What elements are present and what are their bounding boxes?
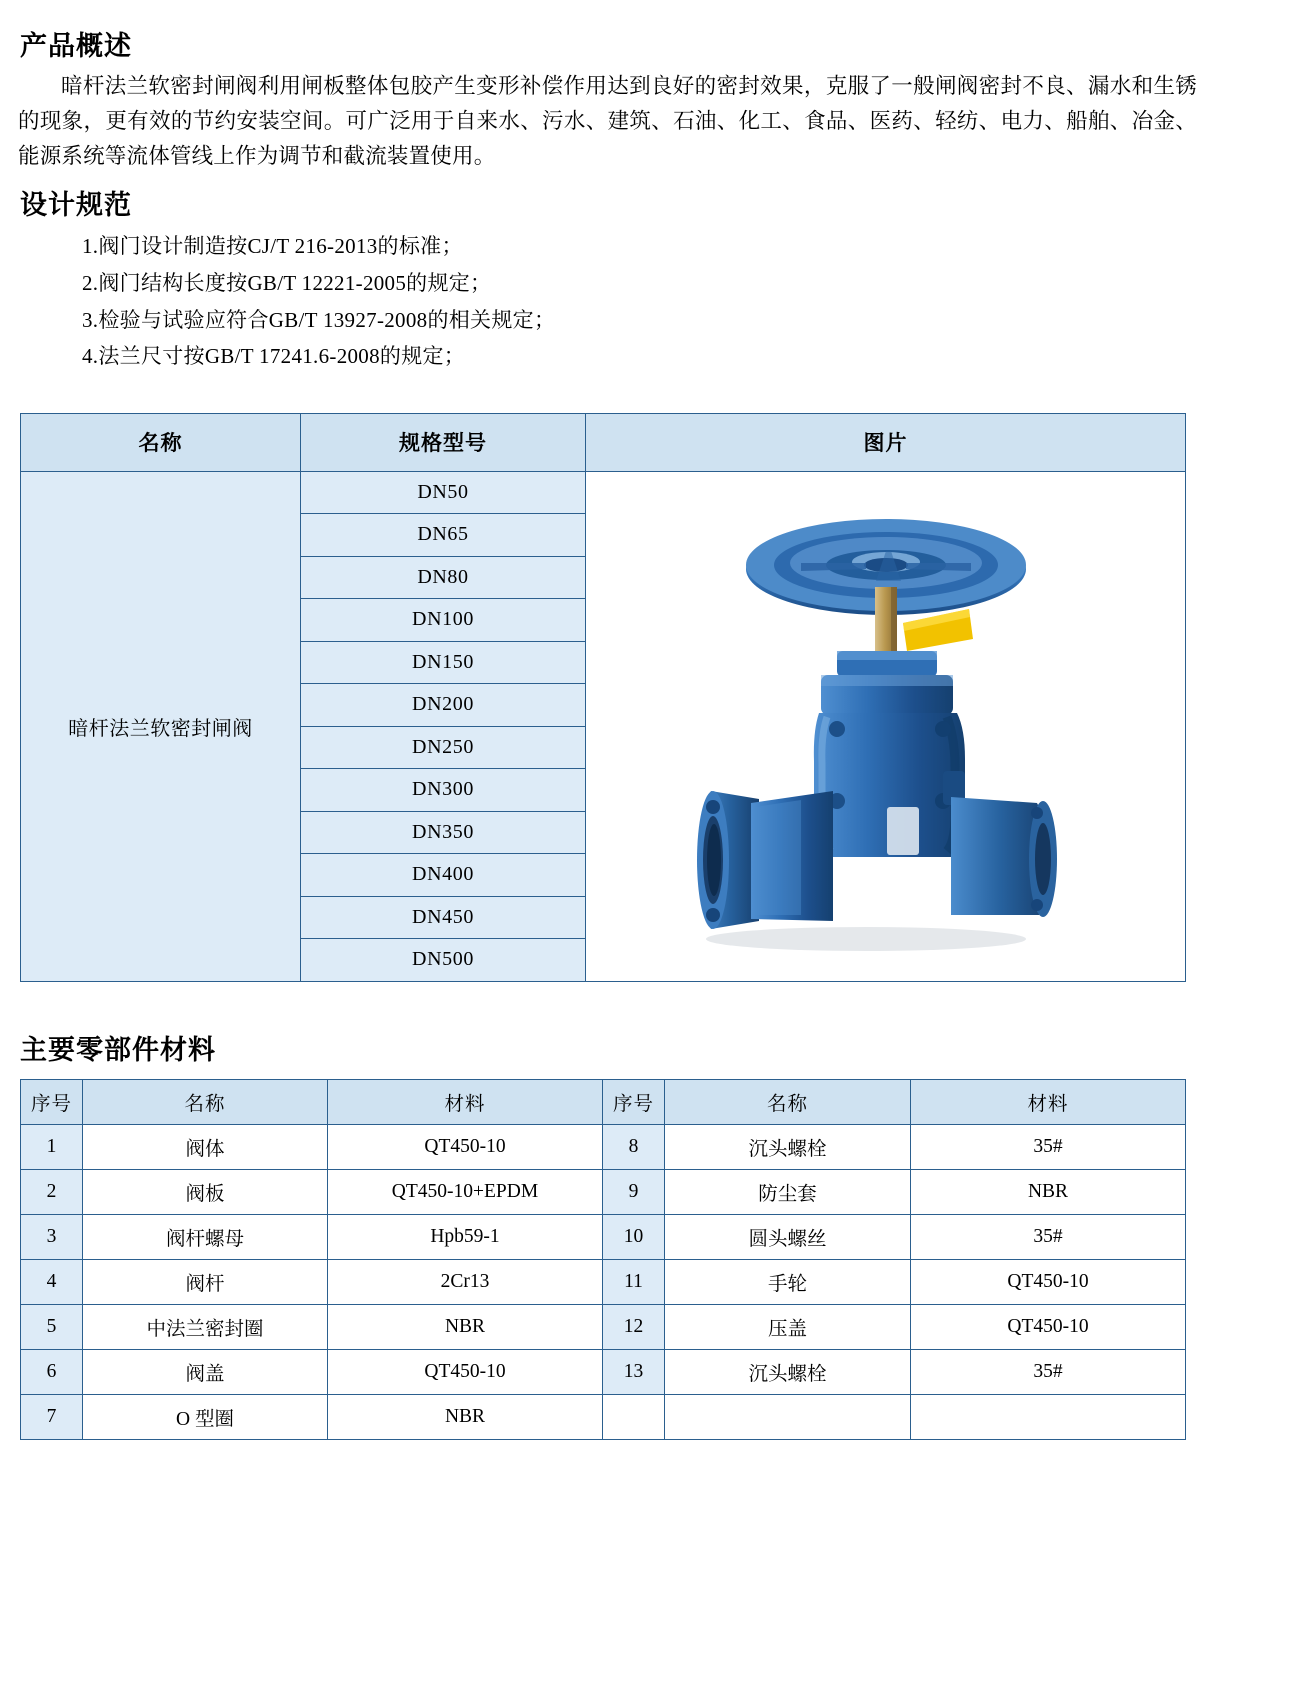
row-3-no-1: 3 <box>21 1214 83 1259</box>
row-2-name-1: 阀板 <box>83 1169 328 1214</box>
model-cell-1: DN50 <box>301 471 586 514</box>
row-1-no-2: 8 <box>603 1124 665 1169</box>
table-row <box>21 1394 1186 1439</box>
valve-flange-left <box>697 791 833 929</box>
row-6-material-1: QT450-10 <box>328 1349 603 1394</box>
materials-heading: 主要零部件材料 <box>20 1034 216 1065</box>
table-row <box>21 1214 1186 1259</box>
model-cell-7: DN250 <box>301 726 586 769</box>
product-image-cell <box>586 471 1186 981</box>
row-2-no-2: 9 <box>603 1169 665 1214</box>
design-spec-item-1: 1.阀门设计制造按CJ/T 216-2013的标准； <box>82 234 463 259</box>
row-1-no-1: 1 <box>21 1124 83 1169</box>
model-cell-3: DN80 <box>301 556 586 599</box>
materials-header-no-2: 序号 <box>603 1079 665 1124</box>
row-5-no-1: 5 <box>21 1304 83 1349</box>
row-5-name-1: 中法兰密封圈 <box>83 1304 328 1349</box>
product-table-header-model: 规格型号 <box>301 413 586 471</box>
materials-header-name-2: 名称 <box>665 1079 911 1124</box>
row-6-name-2: 沉头螺栓 <box>665 1349 911 1394</box>
row-7-no-1: 7 <box>21 1394 83 1439</box>
row-7-name-1: O 型圈 <box>83 1394 328 1439</box>
row-1-material-1: QT450-10 <box>328 1124 603 1169</box>
materials-header-name-1: 名称 <box>83 1079 328 1124</box>
valve-flange-right <box>951 797 1057 917</box>
design-spec-item-3: 3.检验与试验应符合GB/T 13927-2008的相关规定； <box>82 307 556 332</box>
row-5-material-2: QT450-10 <box>911 1304 1186 1349</box>
row-3-material-1: Hpb59-1 <box>328 1214 603 1259</box>
row-2-name-2: 防尘套 <box>665 1169 911 1214</box>
model-cell-4: DN100 <box>301 599 586 642</box>
row-3-no-2: 10 <box>603 1214 665 1259</box>
design-spec-item-2: 2.阀门结构长度按GB/T 12221-2005的规定； <box>82 271 492 296</box>
row-4-no-2: 11 <box>603 1259 665 1304</box>
valve-bonnet <box>821 651 953 715</box>
row-1-material-2: 35# <box>911 1124 1186 1169</box>
model-cell-8: DN300 <box>301 769 586 812</box>
design-spec-heading: 设计规范 <box>20 190 132 221</box>
valve-image <box>592 479 1179 974</box>
overview-heading: 产品概述 <box>20 31 132 61</box>
product-table-header-image: 图片 <box>586 413 1186 471</box>
row-5-material-1: NBR <box>328 1304 603 1349</box>
materials-header-row <box>21 1079 1186 1124</box>
model-cell-10: DN400 <box>301 854 586 897</box>
row-6-no-1: 6 <box>21 1349 83 1394</box>
model-cell-6: DN200 <box>301 684 586 727</box>
row-3-name-2: 圆头螺丝 <box>665 1214 911 1259</box>
row-2-material-2: NBR <box>911 1169 1186 1214</box>
row-6-no-2: 13 <box>603 1349 665 1394</box>
row-3-material-2: 35# <box>911 1214 1186 1259</box>
row-4-no-1: 4 <box>21 1259 83 1304</box>
row-7-no-2 <box>603 1394 665 1439</box>
table-row <box>21 471 1186 514</box>
table-row <box>21 1304 1186 1349</box>
product-table-header-name: 名称 <box>21 413 301 471</box>
row-4-name-1: 阀杆 <box>83 1259 328 1304</box>
model-cell-2: DN65 <box>301 514 586 557</box>
nameplate <box>887 807 919 855</box>
row-4-material-1: 2Cr13 <box>328 1259 603 1304</box>
table-row <box>21 1169 1186 1214</box>
row-7-material-2 <box>911 1394 1186 1439</box>
overview-paragraph: 暗杆法兰软密封闸阀利用闸板整体包胶产生变形补偿作用达到良好的密封效果，克服了一般闸阀密封不良、漏水和生锈的现象，更有效的节约安装空间。可广泛用于自来水、污水、建筑、石油、化工、食品、医药、轻纺、电力、船舶、冶金、能源系统等流体管线上作为调节和截流装置使用。 <box>18 74 1197 168</box>
row-2-material-1: QT450-10+EPDM <box>328 1169 603 1214</box>
row-6-material-2: 35# <box>911 1349 1186 1394</box>
row-7-material-1: NBR <box>328 1394 603 1439</box>
row-6-name-1: 阀盖 <box>83 1349 328 1394</box>
product-table-header-row <box>21 413 1186 471</box>
model-cell-5: DN150 <box>301 641 586 684</box>
row-7-name-2 <box>665 1394 911 1439</box>
table-row <box>21 1259 1186 1304</box>
materials-header-no-1: 序号 <box>21 1079 83 1124</box>
materials-header-material-2: 材料 <box>911 1079 1186 1124</box>
product-specification-table <box>20 413 1186 982</box>
row-2-no-1: 2 <box>21 1169 83 1214</box>
table-row <box>21 1349 1186 1394</box>
model-cell-9: DN350 <box>301 811 586 854</box>
row-4-name-2: 手轮 <box>665 1259 911 1304</box>
row-5-name-2: 压盖 <box>665 1304 911 1349</box>
design-spec-list <box>82 228 1197 374</box>
row-1-name-2: 沉头螺栓 <box>665 1124 911 1169</box>
model-cell-11: DN450 <box>301 896 586 939</box>
row-4-material-2: QT450-10 <box>911 1259 1186 1304</box>
design-spec-item-4: 4.法兰尺寸按GB/T 17241.6-2008的规定； <box>82 344 466 369</box>
materials-header-material-1: 材料 <box>328 1079 603 1124</box>
product-name-cell: 暗杆法兰软密封闸阀 <box>21 471 301 981</box>
row-1-name-1: 阀体 <box>83 1124 328 1169</box>
model-cell-12: DN500 <box>301 939 586 982</box>
row-5-no-2: 12 <box>603 1304 665 1349</box>
row-3-name-1: 阀杆螺母 <box>83 1214 328 1259</box>
table-row <box>21 1124 1186 1169</box>
materials-table <box>20 1079 1186 1440</box>
